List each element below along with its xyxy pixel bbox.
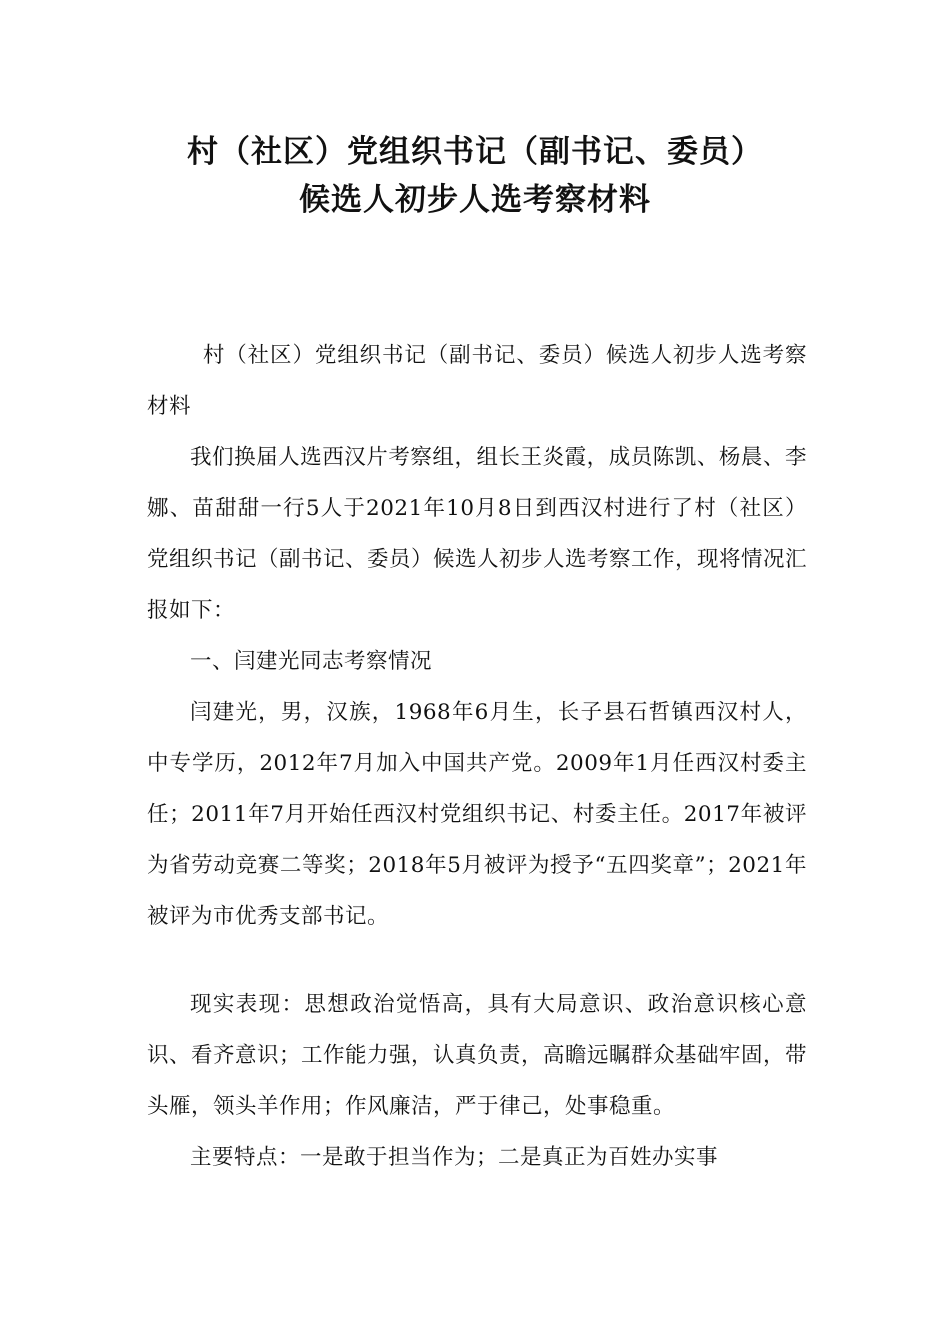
document-title [0,128,950,224]
features-paragraph: 主要特点：一是敢于担当作为；二是真正为百姓办实事 [190,1145,719,1170]
paragraph-gap [147,942,807,979]
title-line-1: 村（社区）党组织书记（副书记、委员） [187,134,763,170]
document-body [147,330,807,1183]
team-paragraph: 我们换届人选西汉片考察组，组长王炎霞，成员陈凯、杨晨、李娜、苗甜甜一行5人于2021年10月8日到西汉村进行了村（社区）党组织书记（副书记、委员）候选人初步人选考察工作，现将情况汇报如下： [147,445,808,623]
performance-paragraph: 现实表现：思想政治觉悟高，具有大局意识、政治意识核心意识、看齐意识；工作能力强，认真负责，高瞻远瞩群众基础牢固，带头雁，领头羊作用；作风廉洁，严于律己，处事稳重。 [147,992,808,1119]
intro-paragraph: 村（社区）党组织书记（副书记、委员）候选人初步人选考察材料 [147,343,807,419]
section-heading: 一、闫建光同志考察情况 [190,649,433,674]
title-line-2: 候选人初步人选考察材料 [299,182,651,218]
profile-paragraph: 闫建光，男，汉族，1968年6月生，长子县石哲镇西汉村人，中专学历，2012年7月加入中国共产党。2009年1月任西汉村委主任；2011年7月开始任西汉村党组织书记、村委主任。2017年被评为省劳动竞赛二等奖；2018年5月被评为授予“五四奖章”；2021年被评为市优秀支部书记。 [147,700,807,929]
